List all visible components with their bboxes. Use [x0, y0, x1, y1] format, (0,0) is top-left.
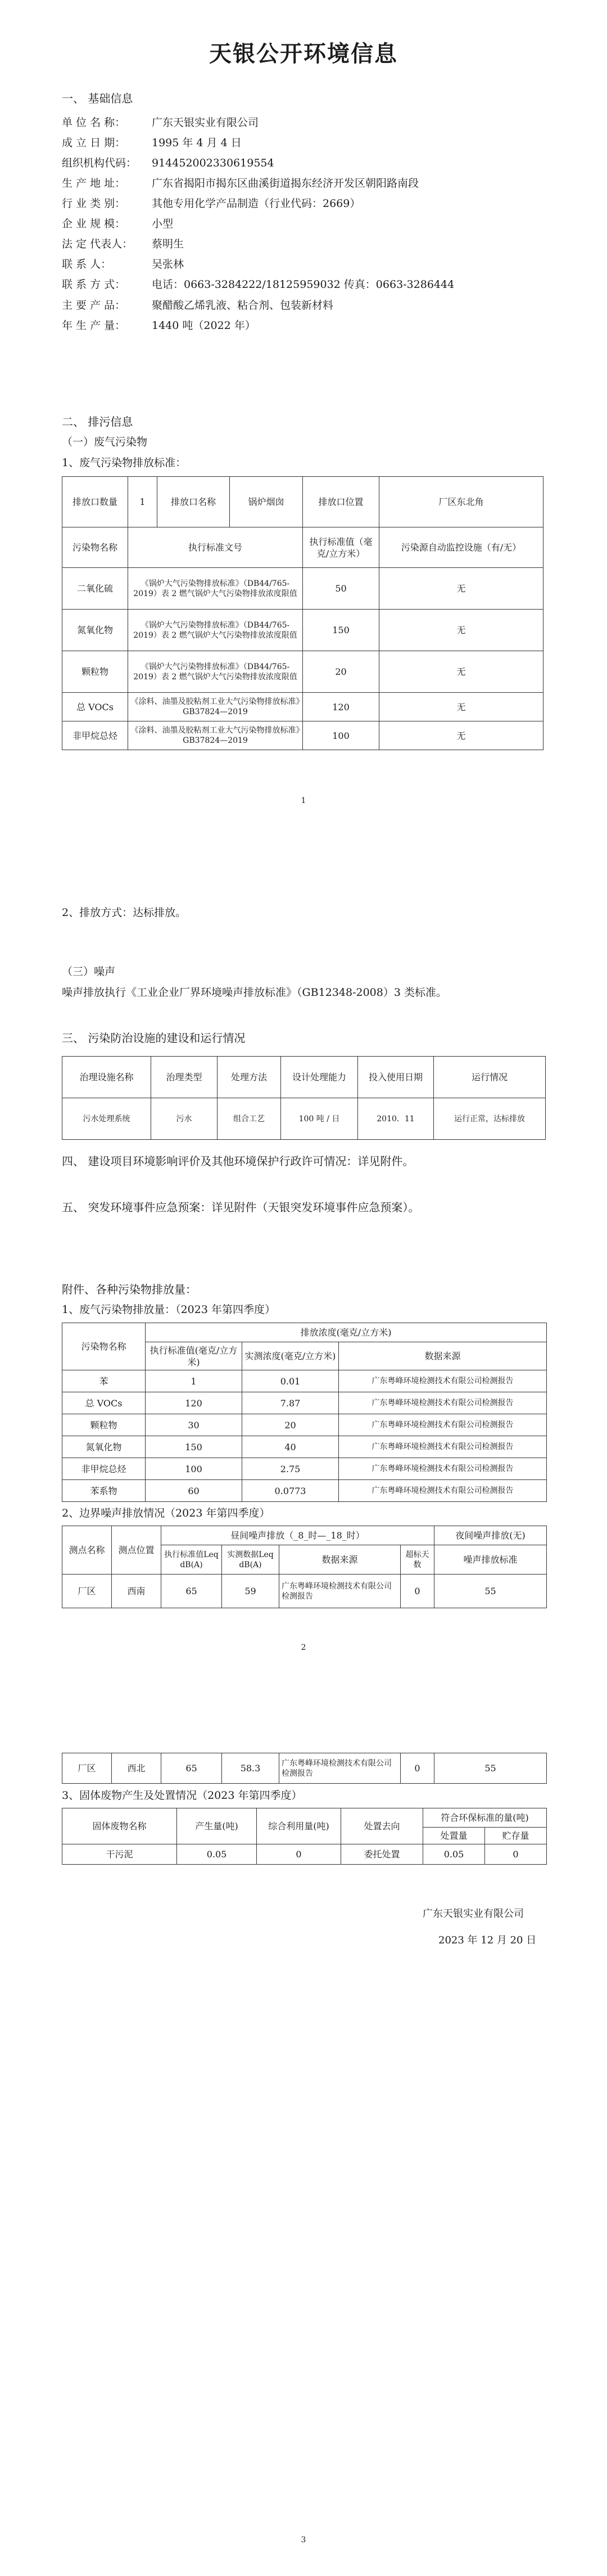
table-row — [62, 1844, 547, 1865]
list-item — [62, 196, 360, 211]
standard-value: 120 — [146, 1392, 242, 1414]
col-reused: 综合利用量(吨) — [257, 1808, 341, 1844]
standard-value: 100 — [303, 721, 379, 750]
col-standard-doc: 执行标准文号 — [128, 527, 303, 568]
list-item — [62, 115, 259, 130]
list-item — [62, 257, 184, 272]
noise-position: 西北 — [112, 1753, 161, 1784]
col-facility-type: 治理类型 — [151, 1057, 218, 1098]
standard-value: 20 — [303, 651, 379, 693]
solid-waste-subheading: 3、固体废物产生及处置情况（2023 年第四季度） — [62, 1789, 302, 1802]
col-facility-status: 运行情况 — [434, 1057, 546, 1098]
table-row — [62, 1098, 546, 1140]
noise-limit: 55 — [434, 1753, 547, 1784]
info-value: 蔡明生 — [152, 238, 184, 250]
pollutant-name: 苯系物 — [62, 1480, 146, 1502]
section-facility-heading: 三、 污染防治设施的建设和运行情况 — [62, 1031, 246, 1045]
solid-waste-table — [62, 1808, 547, 1865]
col-position: 测点位置 — [112, 1526, 161, 1575]
section-5: 五、 突发环境事件应急预案：详见附件（天银突发环境事件应急预案）。 — [62, 1201, 420, 1214]
info-value: 1440 吨（2022 年） — [152, 319, 256, 332]
page-title: 天银公开环境信息 — [209, 41, 398, 67]
info-label: 联 系 人： — [62, 258, 112, 270]
appendix-heading: 附件、各种污染物排放量： — [62, 1283, 197, 1296]
noise-over-days: 0 — [401, 1575, 434, 1608]
data-source: 广东粤峰环境检测技术有限公司检测报告 — [339, 1458, 547, 1480]
info-label: 主 要 产 品： — [62, 299, 126, 312]
col-day-noise: 昼间噪声排放（_8_时—_18_时） — [161, 1526, 434, 1545]
page-number: 1 — [301, 796, 306, 805]
table-row — [62, 610, 543, 651]
info-label: 法 定 代表人： — [62, 238, 133, 250]
standard-value: 1 — [146, 1370, 242, 1392]
facility-header — [62, 1057, 546, 1098]
col-noise-source: 数据来源 — [279, 1545, 401, 1575]
noise-point: 厂区 — [62, 1753, 112, 1784]
page-number: 2 — [301, 1643, 306, 1652]
pollutant-name: 颗粒物 — [62, 651, 128, 693]
col-facility-date: 投入使用日期 — [358, 1057, 434, 1098]
pollutant-name: 总 VOCs — [62, 1392, 146, 1414]
data-source: 广东粤峰环境检测技术有限公司检测报告 — [339, 1414, 547, 1436]
col-noise-measured: 实测数据Leq dB(A) — [222, 1545, 279, 1575]
pollutant-name: 总 VOCs — [62, 693, 128, 721]
noise-over-days: 0 — [401, 1753, 434, 1784]
col-produced: 产生量(吨) — [177, 1808, 257, 1844]
info-value: 聚醋酸乙烯乳液、粘合剂、包装新材料 — [152, 299, 334, 312]
noise-source: 广东粤峰环境检测技术有限公司检测报告 — [279, 1753, 401, 1784]
col-pollutant: 污染物名称 — [62, 1323, 146, 1370]
gas-amount-subheading: 1、废气污染物排放量：（2023 年第四季度） — [62, 1303, 275, 1316]
info-value: 1995 年 4 月 4 日 — [152, 137, 242, 149]
pollutant-name: 颗粒物 — [62, 1414, 146, 1436]
facility-date: 2010．11 — [358, 1098, 434, 1140]
pollutant-name: 氮氧化物 — [62, 610, 128, 651]
outlet-position-value: 厂区东北角 — [379, 477, 543, 527]
info-label: 单 位 名 称： — [62, 116, 126, 129]
col-over-days: 超标天数 — [401, 1545, 434, 1575]
waste-disposed: 0.05 — [423, 1844, 485, 1865]
info-label: 企 业 规 模： — [62, 218, 126, 230]
noise-position: 西南 — [112, 1575, 161, 1608]
section-4: 四、 建设项目环境影响评价及其他环境保护行政许可情况：详见附件。 — [62, 1154, 414, 1168]
standard-value: 150 — [303, 610, 379, 651]
table-row — [62, 1436, 547, 1458]
info-value: 914452002330619554 — [152, 157, 274, 169]
facility-table — [62, 1056, 546, 1140]
auto-monitor: 无 — [379, 721, 543, 750]
pollutant-name: 非甲烷总烃 — [62, 1458, 146, 1480]
waste-stored: 0 — [485, 1844, 547, 1865]
col-facility-capacity: 设计处理能力 — [281, 1057, 358, 1098]
gas-standard-subheading: 1、废气污染物排放标准： — [62, 457, 187, 469]
col-measured: 实测浓度(毫克/立方米) — [242, 1342, 339, 1370]
data-source: 广东粤峰环境检测技术有限公司检测报告 — [339, 1370, 547, 1392]
auto-monitor: 无 — [379, 651, 543, 693]
outlet-position-label: 排放口位置 — [303, 477, 379, 527]
data-source: 广东粤峰环境检测技术有限公司检测报告 — [339, 1436, 547, 1458]
list-item — [62, 176, 419, 191]
standard-value: 50 — [303, 568, 379, 610]
standard-value: 30 — [146, 1414, 242, 1436]
data-source: 广东粤峰环境检测技术有限公司检测报告 — [339, 1480, 547, 1502]
col-waste-name: 固体废物名称 — [62, 1808, 177, 1844]
waste-produced: 0.05 — [177, 1844, 257, 1865]
measured-value: 20 — [242, 1414, 339, 1436]
standard-doc: 《涂料、油墨及胶粘剂工业大气污染物排放标准》GB37824—2019 — [128, 693, 303, 721]
standard-value: 100 — [146, 1458, 242, 1480]
col-data-source: 数据来源 — [339, 1342, 547, 1370]
standard-value: 120 — [303, 693, 379, 721]
info-value: 吴张林 — [152, 258, 184, 270]
noise-amount-subheading: 2、边界噪声排放情况（2023 年第四季度） — [62, 1507, 270, 1519]
solid-header-1 — [62, 1808, 547, 1828]
info-value: 其他专用化学产品制造（行业代码：2669） — [152, 197, 361, 210]
emission-method: 2、排放方式：达标排放。 — [62, 906, 187, 919]
standard-doc: 《锅炉大气污染物排放标准》（DB44/765-2019）表 2 燃气锅炉大气污染物排放浓度限值 — [128, 568, 303, 610]
measured-value: 40 — [242, 1436, 339, 1458]
section-emission-heading: 二、 排污信息 — [62, 415, 133, 428]
standard-doc: 《涂料、油墨及胶粘剂工业大气污染物排放标准》GB37824—2019 — [128, 721, 303, 750]
gas-standard-table — [62, 476, 543, 750]
standard-value: 150 — [146, 1436, 242, 1458]
table-row — [62, 1753, 547, 1784]
col-standard-value: 执行标准值(毫克/立方米) — [146, 1342, 242, 1370]
gas-amount-header-1 — [62, 1323, 547, 1342]
col-facility-method: 处理方法 — [218, 1057, 281, 1098]
list-item — [62, 298, 333, 313]
measured-value: 2.75 — [242, 1458, 339, 1480]
table-row — [62, 1480, 547, 1502]
page-number: 3 — [301, 2536, 306, 2545]
pollutant-name: 苯 — [62, 1370, 146, 1392]
info-value: 广东省揭阳市揭东区曲溪街道揭东经济开发区朝阳路南段 — [152, 177, 419, 190]
list-item — [62, 156, 274, 170]
signature-company: 广东天银实业有限公司 — [423, 1908, 524, 1920]
table-row — [62, 721, 543, 750]
table-row — [62, 1414, 547, 1436]
table-row — [62, 1458, 547, 1480]
gas-subheading: （一）废气污染物 — [62, 436, 148, 448]
noise-header-1 — [62, 1526, 547, 1545]
list-item — [62, 277, 454, 292]
measured-value: 7.87 — [242, 1392, 339, 1414]
auto-monitor: 无 — [379, 568, 543, 610]
facility-name: 污水处理系统 — [62, 1098, 151, 1140]
noise-source: 广东粤峰环境检测技术有限公司检测报告 — [279, 1575, 401, 1608]
outlet-row — [62, 477, 543, 527]
noise-limit: 55 — [434, 1575, 547, 1608]
table-row — [62, 651, 543, 693]
data-source: 广东粤峰环境检测技术有限公司检测报告 — [339, 1392, 547, 1414]
noise-subheading: （三）噪声 — [62, 966, 116, 978]
measured-value: 0.01 — [242, 1370, 339, 1392]
standard-value: 60 — [146, 1480, 242, 1502]
table-row — [62, 1392, 547, 1414]
facility-capacity: 100 吨 / 日 — [281, 1098, 358, 1140]
measured-value: 0.0773 — [242, 1480, 339, 1502]
pollutant-name: 氮氧化物 — [62, 1436, 146, 1458]
info-label: 成 立 日 期： — [62, 137, 126, 149]
col-pollutant: 污染物名称 — [62, 527, 128, 568]
noise-standard: 65 — [161, 1753, 222, 1784]
col-disposed: 处置量 — [423, 1828, 485, 1844]
list-item — [62, 318, 256, 333]
facility-status: 运行正常，达标排放 — [434, 1098, 546, 1140]
noise-standard: 65 — [161, 1575, 222, 1608]
standard-doc: 《锅炉大气污染物排放标准》（DB44/765-2019）表 2 燃气锅炉大气污染物排放浓度限值 — [128, 651, 303, 693]
gas-standard-header — [62, 527, 543, 568]
noise-table-continued — [62, 1753, 547, 1784]
list-item — [62, 136, 242, 150]
list-item — [62, 216, 173, 231]
info-label: 生 产 地 址： — [62, 177, 126, 190]
waste-reused: 0 — [257, 1844, 341, 1865]
noise-point: 厂区 — [62, 1575, 112, 1608]
facility-type: 污水 — [151, 1098, 218, 1140]
col-night-noise: 夜间噪声排放(无) — [434, 1526, 547, 1545]
col-facility-name: 治理设施名称 — [62, 1057, 151, 1098]
pollutant-name: 非甲烷总烃 — [62, 721, 128, 750]
facility-method: 组合工艺 — [218, 1098, 281, 1140]
col-destination: 处置去向 — [341, 1808, 423, 1844]
info-value: 广东天银实业有限公司 — [152, 116, 259, 129]
noise-measured: 58.3 — [222, 1753, 279, 1784]
info-label: 行 业 类 别： — [62, 197, 126, 210]
auto-monitor: 无 — [379, 693, 543, 721]
noise-measured: 59 — [222, 1575, 279, 1608]
info-label: 组织机构代码： — [62, 157, 137, 169]
outlet-name-label: 排放口名称 — [157, 477, 230, 527]
noise-standard-text: 噪声排放执行《工业企业厂界环境噪声排放标准》（GB12348-2008）3 类标准。 — [62, 986, 447, 999]
outlet-count-value: 1 — [128, 477, 157, 527]
pollutant-name: 二氧化硫 — [62, 568, 128, 610]
auto-monitor: 无 — [379, 610, 543, 651]
table-row — [62, 1370, 547, 1392]
info-label: 年 生 产 量： — [62, 319, 126, 332]
col-noise-limit: 噪声排放标准 — [434, 1545, 547, 1575]
gas-amount-table — [62, 1323, 547, 1502]
col-stored: 贮存量 — [485, 1828, 547, 1844]
col-noise-standard: 执行标准值Leq dB(A) — [161, 1545, 222, 1575]
waste-destination: 委托处置 — [341, 1844, 423, 1865]
info-label: 联 系 方 式： — [62, 278, 126, 291]
col-standard-value: 执行标准值（毫克/立方米） — [303, 527, 379, 568]
table-row — [62, 1575, 547, 1608]
col-concentration: 排放浓度(毫克/立方米) — [146, 1323, 547, 1342]
info-value: 小型 — [152, 218, 174, 230]
noise-table — [62, 1526, 547, 1608]
outlet-name-value: 锅炉烟囱 — [230, 477, 303, 527]
standard-doc: 《锅炉大气污染物排放标准》（DB44/765-2019）表 2 燃气锅炉大气污染物排放浓度限值 — [128, 610, 303, 651]
list-item — [62, 237, 184, 251]
info-value: 电话：0663-3284222/18125959032 传真：0663-3286444 — [152, 278, 455, 291]
col-auto-monitor: 污染源自动监控设施（有/无） — [379, 527, 543, 568]
col-compliant: 符合环保标准的量(吨) — [423, 1808, 547, 1828]
signature-date: 2023 年 12 月 20 日 — [438, 1934, 537, 1946]
outlet-count-label: 排放口数量 — [62, 477, 128, 527]
table-row — [62, 693, 543, 721]
section-basic-heading: 一、 基础信息 — [62, 92, 133, 105]
table-row — [62, 568, 543, 610]
col-point: 测点名称 — [62, 1526, 112, 1575]
waste-name: 干污泥 — [62, 1844, 177, 1865]
